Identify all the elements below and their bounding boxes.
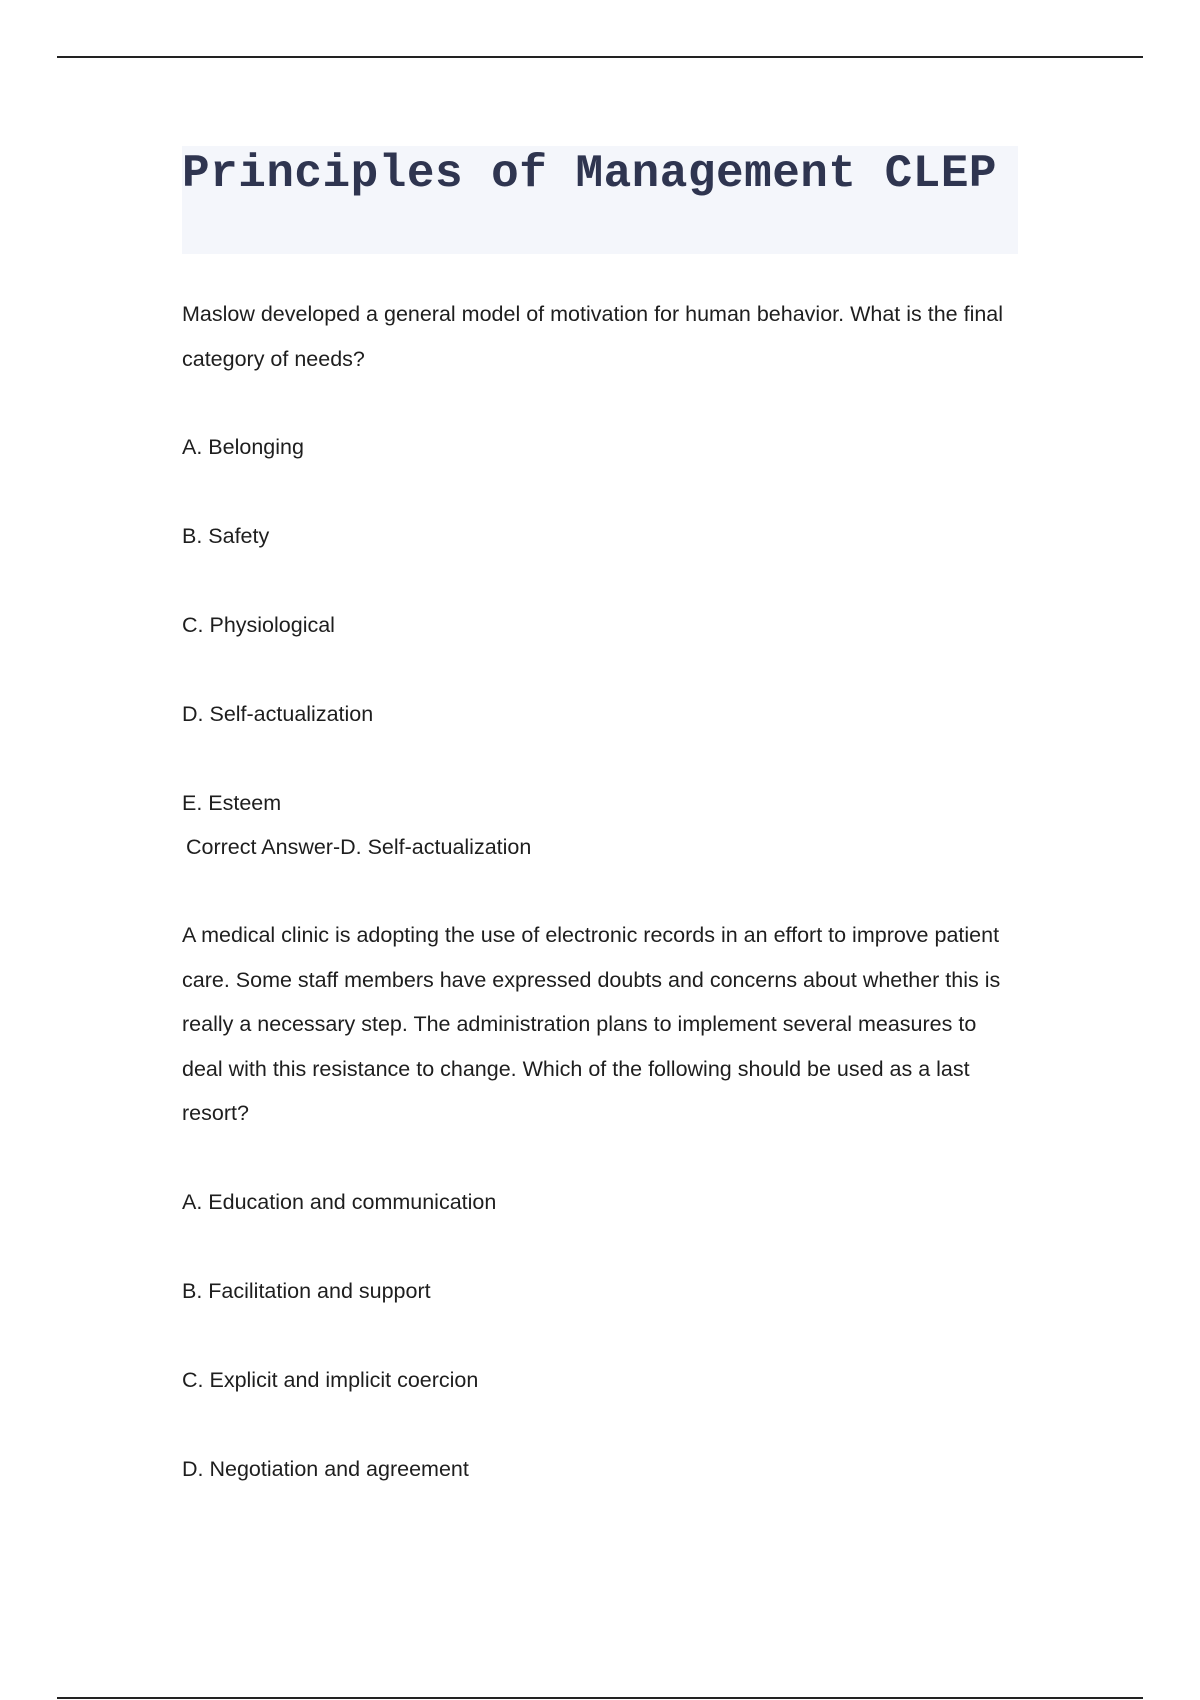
question-2-option-d: D. Negotiation and agreement bbox=[182, 1457, 469, 1481]
top-rule bbox=[57, 56, 1143, 58]
question-1-text: Maslow developed a general model of motivation for human behavior. What is the final category of needs? bbox=[182, 302, 1004, 371]
question-1-answer: Correct Answer-D. Self-actualization bbox=[186, 835, 532, 859]
question-1-option-e: E. Esteem bbox=[182, 791, 282, 815]
question-1-option-d: D. Self-actualization bbox=[182, 702, 374, 726]
bottom-rule bbox=[57, 1697, 1143, 1699]
question-2-option-a: A. Education and communication bbox=[182, 1190, 497, 1214]
question-2-option-c: C. Explicit and implicit coercion bbox=[182, 1368, 479, 1392]
question-1-option-b: B. Safety bbox=[182, 524, 270, 548]
question-1-option-a: A. Belonging bbox=[182, 435, 304, 459]
question-1-option-c: C. Physiological bbox=[182, 613, 335, 637]
question-2-option-b: B. Facilitation and support bbox=[182, 1279, 431, 1303]
page-title: Principles of Management CLEP bbox=[182, 148, 998, 200]
question-2-text: A medical clinic is adopting the use of electronic records in an effort to improve patient care. Some staff members have expressed doubts and concerns about whether this is really a necessary step. The administration plans to implement several measures to deal with this resistance to change. Which of the following should be used as a last resort? bbox=[182, 923, 1001, 1125]
